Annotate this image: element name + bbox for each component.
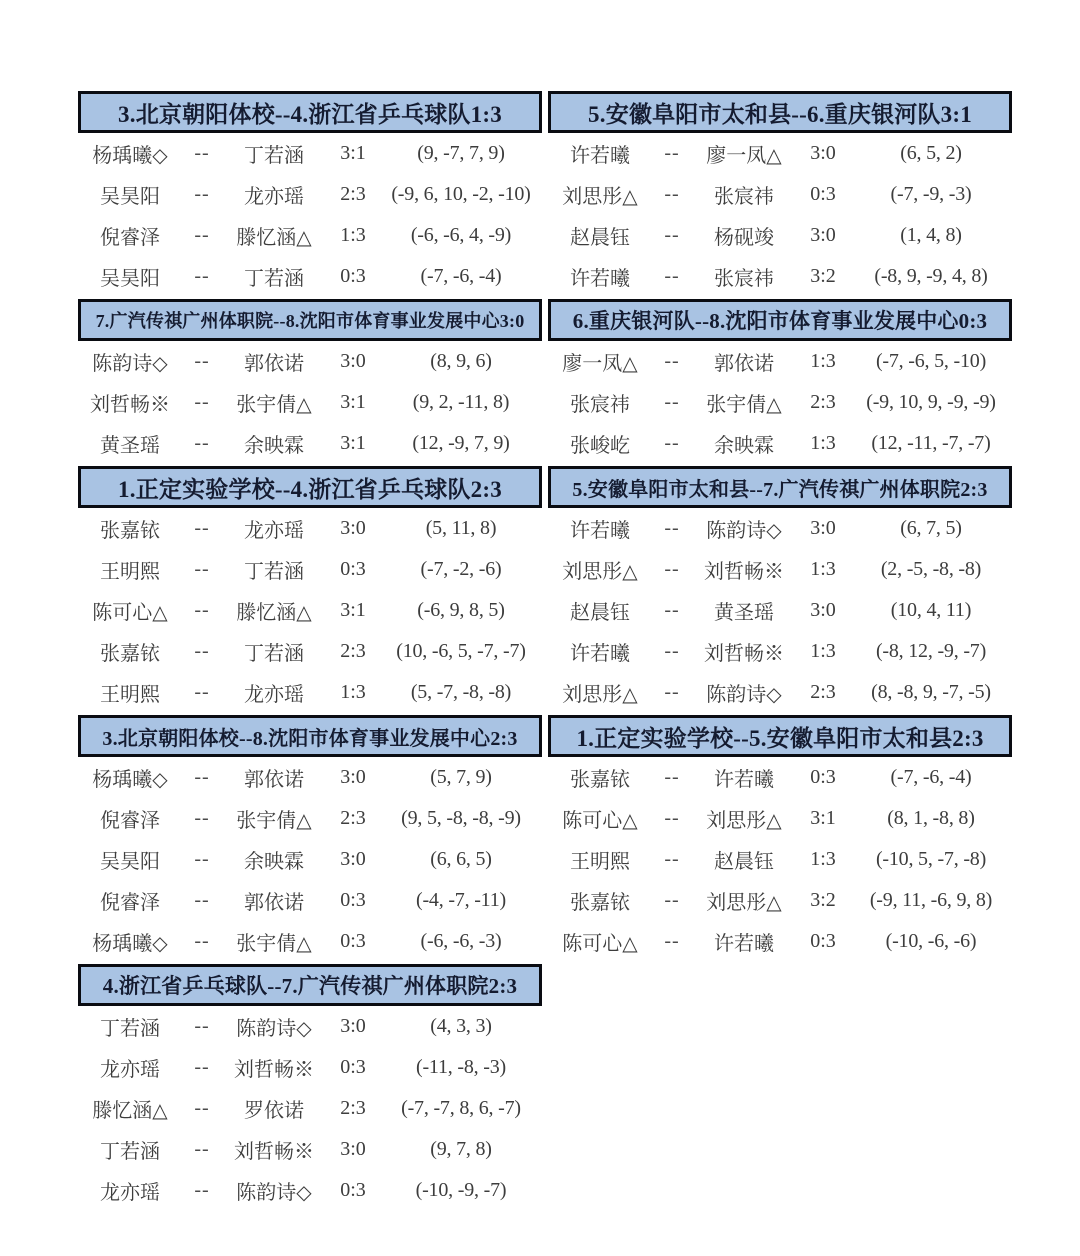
player2-name: 龙亦瑶 [244,684,304,706]
player1-name: 陈可心△ [562,810,638,832]
match-row [78,631,542,672]
match-row [78,1006,542,1047]
player2-name: 张宇倩△ [236,394,312,416]
game-scores: (-11, -8, -3) [416,1056,506,1078]
match-score: 3:1 [340,599,366,621]
player2-name: 许若曦 [714,769,774,791]
match-row [78,1088,542,1129]
game-scores: (-10, 5, -7, -8) [875,848,987,870]
match-block-title: 7.广汽传祺广州体职院--8.沈阳市体育事业发展中心3:0 [78,299,542,341]
game-scores: (-6, -6, 4, -9) [410,224,512,246]
game-scores: (6, 5, 2) [900,142,962,164]
match-row [548,423,1012,464]
player1-name: 张宸祎 [570,394,630,416]
match-score: 2:3 [340,183,366,205]
player2-name: 丁若涵 [244,268,304,290]
vs-dash: -- [194,889,210,911]
player2-name: 滕忆涵△ [236,227,312,249]
vs-dash: -- [194,930,210,952]
match-score: 3:0 [340,848,366,870]
vs-dash: -- [194,142,210,164]
vs-dash: -- [664,391,680,413]
player2-name: 丁若涵 [244,643,304,665]
vs-dash: -- [194,1056,210,1078]
match-row [548,757,1012,798]
match-row [78,672,542,713]
game-scores: (-4, -7, -11) [416,889,506,911]
match-row [78,1047,542,1088]
game-scores: (8, -8, 9, -7, -5) [871,681,991,703]
player2-name: 余映霖 [244,435,304,457]
player2-name: 丁若涵 [244,145,304,167]
player2-name: 龙亦瑶 [244,520,304,542]
match-block [78,964,542,1211]
vs-dash: -- [664,930,680,952]
player1-name: 张嘉铱 [570,769,630,791]
match-block [78,299,542,464]
match-row [78,839,542,880]
match-block-title: 1.正定实验学校--5.安徽阜阳市太和县2:3 [548,715,1012,757]
game-scores: (-7, -9, -3) [890,183,972,205]
game-scores: (5, 7, 9) [430,766,492,788]
player1-name: 张峻屹 [570,435,630,457]
vs-dash: -- [194,265,210,287]
match-row [548,631,1012,672]
match-score: 3:2 [810,265,836,287]
match-row [548,133,1012,174]
match-block [78,466,542,713]
vs-dash: -- [664,807,680,829]
vs-dash: -- [194,640,210,662]
game-scores: (2, -5, -8, -8) [880,558,982,580]
match-row [78,1170,542,1211]
game-scores: (12, -11, -7, -7) [871,432,991,454]
player1-name: 黄圣瑶 [100,435,160,457]
vs-dash: -- [664,350,680,372]
vs-dash: -- [664,766,680,788]
player2-name: 张宇倩△ [706,394,782,416]
player2-name: 许若曦 [714,933,774,955]
match-score: 1:3 [810,640,836,662]
match-block-title: 6.重庆银河队--8.沈阳市体育事业发展中心0:3 [548,299,1012,341]
game-scores: (9, -7, 7, 9) [417,142,505,164]
match-row [78,341,542,382]
match-row [78,423,542,464]
match-row [78,1129,542,1170]
match-row [78,880,542,921]
player1-name: 刘思彤△ [562,561,638,583]
player2-name: 陈韵诗◇ [706,520,782,542]
vs-dash: -- [194,1138,210,1160]
vs-dash: -- [194,558,210,580]
vs-dash: -- [664,142,680,164]
match-score: 0:3 [340,1179,366,1201]
vs-dash: -- [664,640,680,662]
player1-name: 陈可心△ [562,933,638,955]
player1-name: 廖一凤△ [562,353,638,375]
player1-name: 倪睿泽 [100,810,160,832]
match-score: 3:2 [810,889,836,911]
game-scores: (-6, 9, 8, 5) [417,599,505,621]
player1-name: 王明熙 [100,561,160,583]
player2-name: 刘哲畅※ [704,561,784,583]
game-scores: (-7, -6, -4) [420,265,502,287]
player2-name: 刘哲畅※ [234,1059,314,1081]
match-row [78,921,542,962]
player1-name: 张嘉铱 [100,643,160,665]
vs-dash: -- [194,807,210,829]
game-scores: (-7, -2, -6) [420,558,502,580]
match-score: 3:0 [810,599,836,621]
game-scores: (-8, 9, -9, 4, 8) [874,265,988,287]
player2-name: 郭依诺 [244,353,304,375]
match-score: 1:3 [810,350,836,372]
match-block-title: 4.浙江省乒乓球队--7.广汽传祺广州体职院2:3 [78,964,542,1006]
player1-name: 龙亦瑶 [100,1182,160,1204]
match-score: 3:1 [810,807,836,829]
vs-dash: -- [194,681,210,703]
player1-name: 王明熙 [570,851,630,873]
match-block [78,91,542,297]
match-row [548,590,1012,631]
match-score: 3:0 [340,517,366,539]
player1-name: 许若曦 [570,145,630,167]
player2-name: 张宇倩△ [236,933,312,955]
player2-name: 罗依诺 [244,1100,304,1122]
match-score: 0:3 [810,183,836,205]
player2-name: 刘思彤△ [706,892,782,914]
match-row [548,921,1012,962]
vs-dash: -- [664,558,680,580]
game-scores: (10, 4, 11) [890,599,972,621]
player2-name: 滕忆涵△ [236,602,312,624]
match-row [548,508,1012,549]
player2-name: 余映霖 [714,435,774,457]
player2-name: 刘哲畅※ [704,643,784,665]
vs-dash: -- [194,1097,210,1119]
game-scores: (1, 4, 8) [900,224,962,246]
match-band [78,964,1012,1211]
match-score: 3:1 [340,391,366,413]
match-band [78,715,1012,962]
player1-name: 杨瑀曦◇ [92,933,168,955]
match-row [78,133,542,174]
match-score: 3:0 [340,350,366,372]
player2-name: 郭依诺 [244,769,304,791]
player1-name: 王明熙 [100,684,160,706]
match-score: 1:3 [810,558,836,580]
vs-dash: -- [664,599,680,621]
match-row [548,549,1012,590]
match-score: 2:3 [340,1097,366,1119]
match-band [78,466,1012,713]
match-score: 1:3 [340,224,366,246]
match-score: 1:3 [340,681,366,703]
vs-dash: -- [664,889,680,911]
match-block [548,466,1012,713]
player2-name: 郭依诺 [714,353,774,375]
player1-name: 陈韵诗◇ [92,353,168,375]
player1-name: 滕忆涵△ [92,1100,168,1122]
match-row [78,508,542,549]
player1-name: 陈可心△ [92,602,168,624]
match-row [78,215,542,256]
game-scores: (-10, -9, -7) [415,1179,507,1201]
game-scores: (8, 9, 6) [430,350,492,372]
game-scores: (-7, -6, -4) [890,766,972,788]
player2-name: 刘哲畅※ [234,1141,314,1163]
match-score: 3:1 [340,432,366,454]
match-block-title: 3.北京朝阳体校--8.沈阳市体育事业发展中心2:3 [78,715,542,757]
match-block-title: 5.安徽阜阳市太和县--6.重庆银河队3:1 [548,91,1012,133]
match-row [78,174,542,215]
player1-name: 赵晨钰 [570,602,630,624]
match-row [548,880,1012,921]
match-row [548,798,1012,839]
player2-name: 赵晨钰 [714,851,774,873]
match-row [548,256,1012,297]
vs-dash: -- [194,391,210,413]
game-scores: (-7, -6, 5, -10) [875,350,987,372]
player1-name: 丁若涵 [100,1018,160,1040]
match-score: 2:3 [340,807,366,829]
match-score: 0:3 [810,766,836,788]
match-band [78,299,1012,464]
game-scores: (12, -9, 7, 9) [412,432,510,454]
game-scores: (8, 1, -8, 8) [887,807,975,829]
vs-dash: -- [664,681,680,703]
match-score: 3:1 [340,142,366,164]
player2-name: 龙亦瑶 [244,186,304,208]
match-row [78,549,542,590]
player2-name: 杨砚竣 [714,227,774,249]
match-score: 2:3 [340,640,366,662]
game-scores: (6, 7, 5) [900,517,962,539]
vs-dash: -- [664,183,680,205]
match-score: 0:3 [340,1056,366,1078]
game-scores: (-10, -6, -6) [885,930,977,952]
vs-dash: -- [194,224,210,246]
match-block [548,299,1012,464]
vs-dash: -- [194,1015,210,1037]
vs-dash: -- [664,265,680,287]
vs-dash: -- [194,183,210,205]
match-block-title: 5.安徽阜阳市太和县--7.广汽传祺广州体职院2:3 [548,466,1012,508]
match-block [78,715,542,962]
match-row [548,382,1012,423]
player2-name: 陈韵诗◇ [236,1182,312,1204]
game-scores: (9, 7, 8) [430,1138,492,1160]
match-row [548,839,1012,880]
player1-name: 丁若涵 [100,1141,160,1163]
player1-name: 许若曦 [570,520,630,542]
game-scores: (-8, 12, -9, -7) [875,640,987,662]
game-scores: (-6, -6, -3) [420,930,502,952]
game-scores: (6, 6, 5) [430,848,492,870]
player1-name: 杨瑀曦◇ [92,769,168,791]
match-row [548,215,1012,256]
game-scores: (5, 11, 8) [425,517,497,539]
player1-name: 刘哲畅※ [90,394,170,416]
match-score: 0:3 [340,889,366,911]
vs-dash: -- [664,432,680,454]
match-row [78,757,542,798]
player1-name: 倪睿泽 [100,892,160,914]
match-score: 0:3 [340,930,366,952]
match-score: 3:0 [810,224,836,246]
player1-name: 吴昊阳 [100,268,160,290]
vs-dash: -- [664,517,680,539]
player2-name: 郭依诺 [244,892,304,914]
player1-name: 刘思彤△ [562,186,638,208]
match-block [548,91,1012,297]
game-scores: (-9, 11, -6, 9, 8) [869,889,993,911]
game-scores: (9, 5, -8, -8, -9) [401,807,521,829]
vs-dash: -- [194,766,210,788]
vs-dash: -- [664,848,680,870]
player2-name: 余映霖 [244,851,304,873]
match-row [78,798,542,839]
player2-name: 黄圣瑶 [714,602,774,624]
vs-dash: -- [194,599,210,621]
player1-name: 张嘉铱 [100,520,160,542]
player1-name: 刘思彤△ [562,684,638,706]
match-score: 1:3 [810,848,836,870]
vs-dash: -- [194,432,210,454]
vs-dash: -- [194,1179,210,1201]
player2-name: 廖一凤△ [706,145,782,167]
match-score: 0:3 [340,265,366,287]
match-row [548,672,1012,713]
player1-name: 杨瑀曦◇ [92,145,168,167]
player2-name: 丁若涵 [244,561,304,583]
game-scores: (-7, -7, 8, 6, -7) [401,1097,521,1119]
match-block-title: 1.正定实验学校--4.浙江省乒乓球队2:3 [78,466,542,508]
player2-name: 刘思彤△ [706,810,782,832]
player1-name: 吴昊阳 [100,186,160,208]
vs-dash: -- [664,224,680,246]
player1-name: 赵晨钰 [570,227,630,249]
vs-dash: -- [194,517,210,539]
match-score: 1:3 [810,432,836,454]
match-row [548,341,1012,382]
match-score: 2:3 [810,391,836,413]
match-score: 0:3 [810,930,836,952]
player1-name: 倪睿泽 [100,227,160,249]
vs-dash: -- [194,848,210,870]
game-scores: (-9, 6, 10, -2, -10) [391,183,531,205]
match-row [78,256,542,297]
vs-dash: -- [194,350,210,372]
match-score: 2:3 [810,681,836,703]
game-scores: (9, 2, -11, 8) [412,391,510,413]
game-scores: (10, -6, 5, -7, -7) [396,640,526,662]
player1-name: 张嘉铱 [570,892,630,914]
player1-name: 龙亦瑶 [100,1059,160,1081]
match-row [548,174,1012,215]
match-block [548,715,1012,962]
match-score: 3:0 [340,766,366,788]
match-score: 0:3 [340,558,366,580]
player2-name: 张宸祎 [714,186,774,208]
match-band [78,91,1012,297]
game-scores: (4, 3, 3) [430,1015,492,1037]
match-score: 3:0 [810,142,836,164]
match-score: 3:0 [340,1138,366,1160]
player2-name: 张宸祎 [714,268,774,290]
player1-name: 吴昊阳 [100,851,160,873]
player2-name: 陈韵诗◇ [706,684,782,706]
game-scores: (-9, 10, 9, -9, -9) [866,391,996,413]
match-results-page [78,91,1012,1213]
player1-name: 许若曦 [570,268,630,290]
match-row [78,590,542,631]
game-scores: (5, -7, -8, -8) [410,681,512,703]
player2-name: 张宇倩△ [236,810,312,832]
match-score: 3:0 [340,1015,366,1037]
player1-name: 许若曦 [570,643,630,665]
player2-name: 陈韵诗◇ [236,1018,312,1040]
match-score: 3:0 [810,517,836,539]
match-block-title: 3.北京朝阳体校--4.浙江省乒乓球队1:3 [78,91,542,133]
match-row [78,382,542,423]
